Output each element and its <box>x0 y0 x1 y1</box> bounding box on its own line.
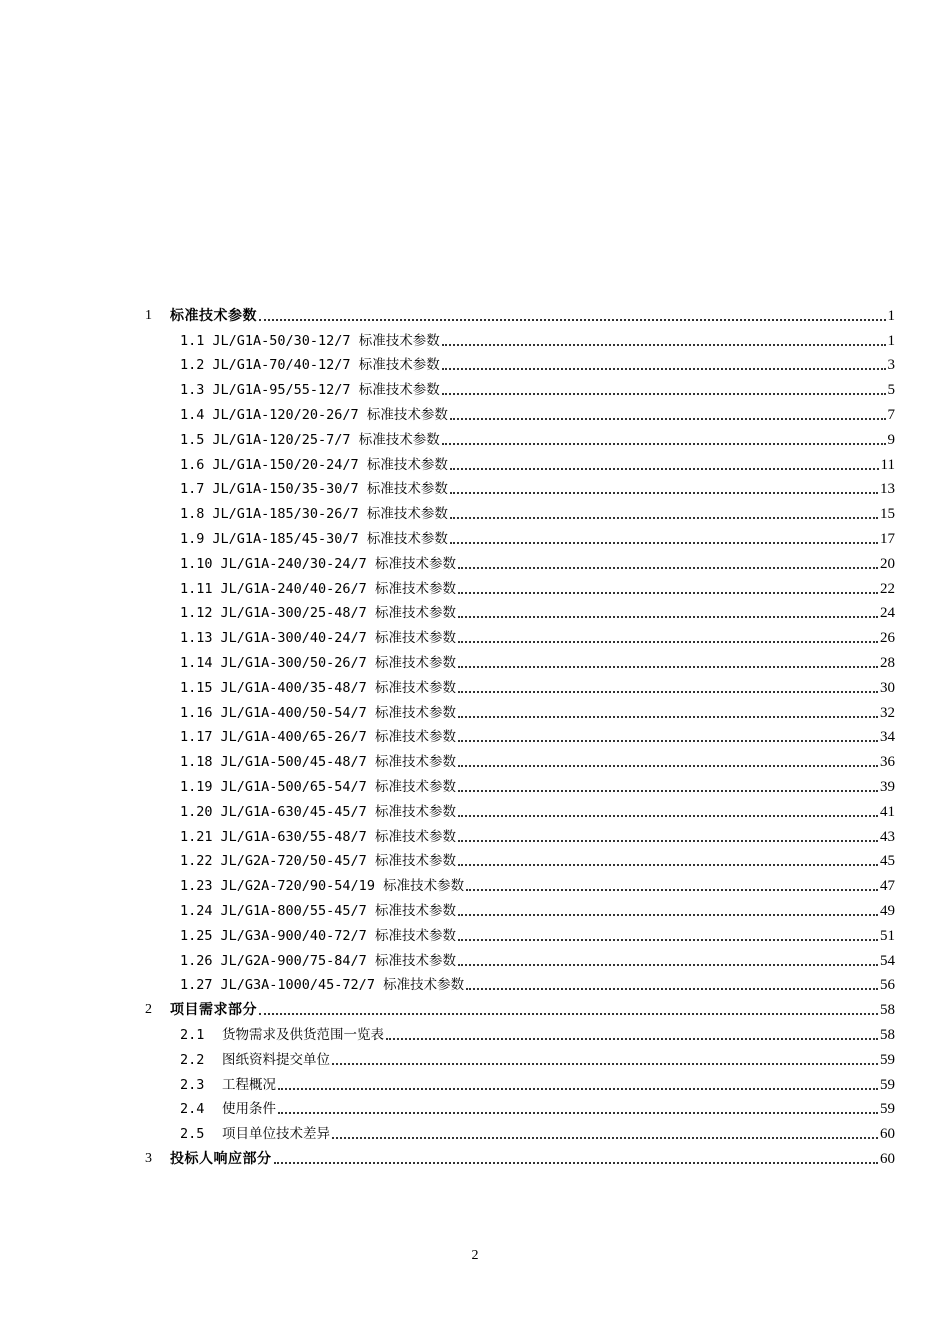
toc-entry-number: 1.4 <box>180 406 205 423</box>
toc-entry-label <box>180 1100 276 1118</box>
toc-entry-title: JL/G1A-400/50-54/7 标准技术参数 <box>220 704 456 721</box>
toc-entry-title: JL/G1A-400/65-26/7 标准技术参数 <box>220 729 456 746</box>
toc-entry-page: 51 <box>880 927 895 944</box>
toc-subsection-entry[interactable] <box>0 945 895 970</box>
dot-leader <box>442 443 886 445</box>
toc-entry-label <box>180 902 456 920</box>
toc-subsection-entry[interactable] <box>0 1069 895 1094</box>
toc-subsection-entry[interactable] <box>0 573 895 598</box>
toc-entry-number: 1.13 <box>180 630 213 647</box>
dot-leader <box>259 319 886 321</box>
toc-subsection-entry[interactable] <box>0 821 895 846</box>
toc-entry-number: 1.12 <box>180 605 213 622</box>
dot-leader <box>259 1013 878 1015</box>
toc-entry-page: 1 <box>887 307 895 324</box>
toc-entry-title: 项目需求部分 <box>170 1002 257 1019</box>
toc-entry-number: 1.19 <box>180 778 213 795</box>
dot-leader <box>458 716 878 718</box>
toc-subsection-entry[interactable] <box>0 374 895 399</box>
toc-entry-label <box>180 406 448 424</box>
toc-entry-page: 56 <box>880 977 895 994</box>
toc-entry-number: 1.14 <box>180 654 213 671</box>
toc-entry-page: 24 <box>880 605 895 622</box>
toc-entry-title: JL/G1A-120/25-7/7 标准技术参数 <box>212 431 440 448</box>
dot-leader <box>450 517 878 519</box>
toc-entry-title: 标准技术参数 <box>170 307 257 324</box>
toc-subsection-entry[interactable] <box>0 846 895 871</box>
toc-subsection-entry[interactable] <box>0 870 895 895</box>
dot-leader <box>466 988 878 990</box>
toc-entry-label <box>180 654 456 672</box>
toc-entry-title: JL/G2A-900/75-84/7 标准技术参数 <box>220 952 456 969</box>
dot-leader <box>458 616 878 618</box>
toc-subsection-entry[interactable] <box>0 350 895 375</box>
toc-entry-label <box>180 1026 384 1044</box>
toc-subsection-entry[interactable] <box>0 498 895 523</box>
toc-entry-page: 32 <box>880 704 895 721</box>
toc-section-entry[interactable] <box>0 1143 895 1168</box>
toc-entry-title: JL/G3A-900/40-72/7 标准技术参数 <box>220 927 456 944</box>
toc-entry-title: JL/G1A-50/30-12/7 标准技术参数 <box>212 332 440 349</box>
toc-entry-label <box>180 629 456 647</box>
toc-entry-title: JL/G1A-120/20-26/7 标准技术参数 <box>212 406 448 423</box>
toc-subsection-entry[interactable] <box>0 746 895 771</box>
toc-entry-number: 2.4 <box>180 1101 205 1118</box>
toc-entry-title: JL/G1A-500/45-48/7 标准技术参数 <box>220 754 456 771</box>
toc-entry-page: 54 <box>880 952 895 969</box>
toc-entry-title: 图纸资料提交单位 <box>222 1051 330 1068</box>
toc-entry-label <box>180 604 456 622</box>
toc-entry-page: 43 <box>880 828 895 845</box>
toc-entry-page: 7 <box>887 406 895 423</box>
toc-entry-page: 58 <box>880 1002 895 1019</box>
dot-leader <box>450 418 886 420</box>
toc-entry-label <box>180 828 456 846</box>
toc-entry-number: 1.15 <box>180 679 213 696</box>
toc-entry-page: 30 <box>880 679 895 696</box>
dot-leader <box>458 765 878 767</box>
toc-entry-page: 39 <box>880 778 895 795</box>
toc-entry-title: 使用条件 <box>222 1101 276 1118</box>
dot-leader <box>458 666 878 668</box>
toc-entry-page: 1 <box>887 332 895 349</box>
toc-entry-number: 1.22 <box>180 853 213 870</box>
toc-entry-title: JL/G1A-240/40-26/7 标准技术参数 <box>220 580 456 597</box>
toc-entry-label <box>180 456 448 474</box>
toc-entry-page: 41 <box>880 803 895 820</box>
toc-subsection-entry[interactable] <box>0 970 895 995</box>
toc-entry-title: JL/G1A-185/30-26/7 标准技术参数 <box>212 506 448 523</box>
toc-entry-number: 1.20 <box>180 803 213 820</box>
toc-entry-number: 1.17 <box>180 729 213 746</box>
toc-subsection-entry[interactable] <box>0 771 895 796</box>
dot-leader <box>278 1088 878 1090</box>
dot-leader <box>386 1038 878 1040</box>
toc-entry-label <box>180 555 456 573</box>
toc-section-entry[interactable] <box>0 300 895 325</box>
toc-subsection-entry[interactable] <box>0 920 895 945</box>
toc-subsection-entry[interactable] <box>0 523 895 548</box>
toc-entry-number: 2.2 <box>180 1051 205 1068</box>
toc-entry-number: 1.9 <box>180 530 205 547</box>
toc-entry-number: 1.26 <box>180 952 213 969</box>
toc-entry-number: 1.27 <box>180 977 213 994</box>
toc-entry-number: 1.11 <box>180 580 213 597</box>
toc-entry-number: 1.23 <box>180 878 213 895</box>
toc-entry-label <box>180 728 456 746</box>
toc-entry-page: 47 <box>880 878 895 895</box>
toc-entry-label <box>180 976 464 994</box>
page-number: 2 <box>471 1248 479 1263</box>
dot-leader <box>458 864 878 866</box>
toc-entry-label <box>180 927 456 945</box>
toc-entry-label <box>180 332 440 350</box>
toc-subsection-entry[interactable] <box>0 622 895 647</box>
dot-leader <box>442 344 886 346</box>
toc-subsection-entry[interactable] <box>0 672 895 697</box>
toc-entry-page: 26 <box>880 630 895 647</box>
toc-section-entry[interactable] <box>0 994 895 1019</box>
toc-subsection-entry[interactable] <box>0 895 895 920</box>
toc-entry-page: 45 <box>880 853 895 870</box>
dot-leader <box>458 790 878 792</box>
toc-entry-page: 36 <box>880 754 895 771</box>
toc-entry-number: 2.1 <box>180 1026 205 1043</box>
dot-leader <box>442 368 886 370</box>
toc-entry-page: 5 <box>887 382 895 399</box>
toc-entry-label <box>180 580 456 598</box>
toc-subsection-entry[interactable] <box>0 325 895 350</box>
toc-entry-title: JL/G1A-95/55-12/7 标准技术参数 <box>212 382 440 399</box>
toc-entry-page: 15 <box>880 506 895 523</box>
toc-subsection-entry[interactable] <box>0 1118 895 1143</box>
toc-entry-title: 货物需求及供货范围一览表 <box>222 1026 384 1043</box>
dot-leader <box>458 964 878 966</box>
toc-subsection-entry[interactable] <box>0 1019 895 1044</box>
toc-subsection-entry[interactable] <box>0 598 895 623</box>
dot-leader <box>274 1162 879 1164</box>
toc-entry-number: 1.25 <box>180 927 213 944</box>
toc-entry-number: 1.10 <box>180 555 213 572</box>
toc-entry-label <box>180 381 440 399</box>
toc-entry-page: 60 <box>880 1150 895 1167</box>
dot-leader <box>458 939 878 941</box>
toc-entry-label <box>180 1076 276 1094</box>
dot-leader <box>450 468 879 470</box>
toc-entry-page: 28 <box>880 654 895 671</box>
dot-leader <box>442 393 886 395</box>
toc-entry-title: JL/G1A-500/65-54/7 标准技术参数 <box>220 778 456 795</box>
toc-entry-number: 1.24 <box>180 902 213 919</box>
toc-entry-number: 1.18 <box>180 754 213 771</box>
toc-entry-page: 9 <box>887 431 895 448</box>
toc-subsection-entry[interactable] <box>0 548 895 573</box>
toc-entry-number: 2.3 <box>180 1076 205 1093</box>
toc-entry-page: 59 <box>880 1051 895 1068</box>
toc-entry-title: JL/G1A-240/30-24/7 标准技术参数 <box>220 555 456 572</box>
toc-subsection-entry[interactable] <box>0 697 895 722</box>
dot-leader <box>466 889 878 891</box>
toc-entry-number: 3 <box>145 1150 152 1166</box>
toc-entry-label <box>180 877 464 895</box>
toc-subsection-entry[interactable] <box>0 424 895 449</box>
toc-entry-title: JL/G3A-1000/45-72/7 标准技术参数 <box>220 977 465 994</box>
toc-entry-label <box>145 1150 272 1168</box>
toc-entry-title: JL/G1A-70/40-12/7 标准技术参数 <box>212 357 440 374</box>
toc-entry-title: JL/G1A-630/55-48/7 标准技术参数 <box>220 828 456 845</box>
dot-leader <box>458 641 878 643</box>
toc-entry-label <box>180 1051 330 1069</box>
toc-entry-page: 59 <box>880 1076 895 1093</box>
toc-entry-number: 1 <box>145 307 152 323</box>
toc-entry-page: 17 <box>880 530 895 547</box>
dot-leader <box>458 691 878 693</box>
toc-entry-label <box>180 480 448 498</box>
toc-subsection-entry[interactable] <box>0 1094 895 1119</box>
toc-subsection-entry[interactable] <box>0 796 895 821</box>
toc-subsection-entry[interactable] <box>0 474 895 499</box>
toc-entry-label <box>145 1001 257 1019</box>
toc-entry-title: JL/G1A-150/20-24/7 标准技术参数 <box>212 456 448 473</box>
toc-entry-label <box>180 753 456 771</box>
toc-subsection-entry[interactable] <box>0 722 895 747</box>
dot-leader <box>458 740 878 742</box>
toc-entry-title: JL/G2A-720/50-45/7 标准技术参数 <box>220 853 456 870</box>
toc-entry-label <box>180 530 448 548</box>
toc-entry-label <box>180 505 448 523</box>
dot-leader <box>458 592 878 594</box>
toc-entry-number: 1.6 <box>180 456 205 473</box>
toc-entry-page: 3 <box>887 357 895 374</box>
toc-entry-page: 58 <box>880 1026 895 1043</box>
toc-entry-page: 59 <box>880 1101 895 1118</box>
toc-entry-title: 项目单位技术差异 <box>222 1126 330 1143</box>
toc-entry-page: 34 <box>880 729 895 746</box>
toc-entry-label <box>180 778 456 796</box>
toc-entry-title: JL/G1A-300/40-24/7 标准技术参数 <box>220 630 456 647</box>
toc-entry-label <box>180 952 456 970</box>
toc-entry-label <box>180 679 456 697</box>
toc-entry-title: JL/G1A-150/35-30/7 标准技术参数 <box>212 481 448 498</box>
toc-entry-page: 49 <box>880 902 895 919</box>
toc-entry-label <box>180 431 440 449</box>
toc-entry-number: 1.8 <box>180 506 205 523</box>
toc-entry-label <box>180 356 440 374</box>
toc-entry-number: 2.5 <box>180 1126 205 1143</box>
dot-leader <box>458 567 878 569</box>
toc-entry-number: 1.2 <box>180 357 205 374</box>
toc-entry-title: JL/G1A-300/50-26/7 标准技术参数 <box>220 654 456 671</box>
dot-leader <box>450 542 878 544</box>
toc-entry-title: JL/G1A-800/55-45/7 标准技术参数 <box>220 902 456 919</box>
toc-subsection-entry[interactable] <box>0 1044 895 1069</box>
toc-entry-number: 1.16 <box>180 704 213 721</box>
toc-entry-label <box>180 704 456 722</box>
dot-leader <box>278 1112 878 1114</box>
dot-leader <box>332 1137 878 1139</box>
toc-entry-page: 22 <box>880 580 895 597</box>
toc-entry-number: 1.3 <box>180 382 205 399</box>
dot-leader <box>458 815 878 817</box>
toc-entry-title: JL/G1A-185/45-30/7 标准技术参数 <box>212 530 448 547</box>
toc-entry-number: 2 <box>145 1002 152 1018</box>
toc-subsection-entry[interactable] <box>0 399 895 424</box>
toc-entry-number: 1.5 <box>180 431 205 448</box>
toc-entry-number: 1.21 <box>180 828 213 845</box>
toc-entry-number: 1.7 <box>180 481 205 498</box>
dot-leader <box>450 492 878 494</box>
toc-subsection-entry[interactable] <box>0 647 895 672</box>
dot-leader <box>458 914 878 916</box>
toc-entry-title: 投标人响应部分 <box>170 1150 272 1167</box>
dot-leader <box>332 1063 878 1065</box>
table-of-contents <box>0 300 950 1168</box>
toc-entry-label <box>180 803 456 821</box>
dot-leader <box>458 840 878 842</box>
toc-entry-label <box>180 852 456 870</box>
toc-entry-page: 13 <box>880 481 895 498</box>
toc-subsection-entry[interactable] <box>0 449 895 474</box>
toc-entry-title: JL/G1A-300/25-48/7 标准技术参数 <box>220 605 456 622</box>
toc-entry-page: 20 <box>880 555 895 572</box>
toc-entry-label <box>180 1125 330 1143</box>
toc-entry-title: 工程概况 <box>222 1076 276 1093</box>
toc-entry-number: 1.1 <box>180 332 205 349</box>
toc-entry-label <box>145 307 257 325</box>
toc-entry-title: JL/G1A-630/45-45/7 标准技术参数 <box>220 803 456 820</box>
toc-entry-title: JL/G1A-400/35-48/7 标准技术参数 <box>220 679 456 696</box>
toc-entry-page: 60 <box>880 1126 895 1143</box>
toc-entry-page: 11 <box>880 456 895 473</box>
toc-entry-title: JL/G2A-720/90-54/19 标准技术参数 <box>220 878 465 895</box>
